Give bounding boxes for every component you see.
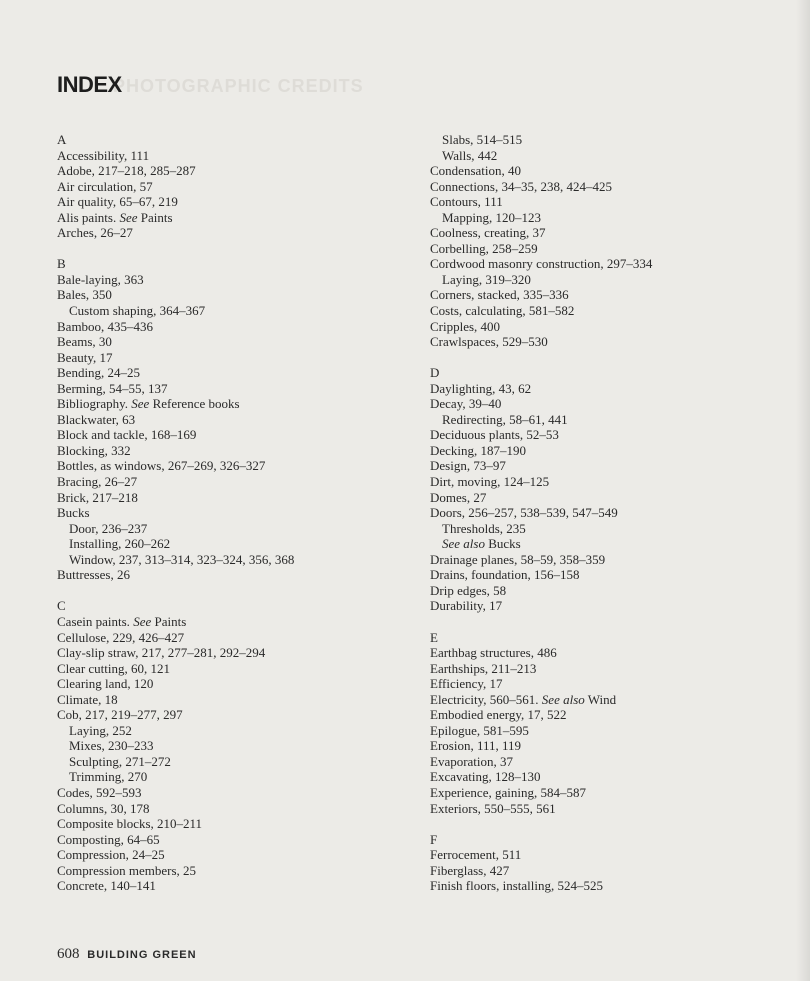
index-entry [430, 754, 790, 770]
page-footer [57, 946, 197, 963]
entry-text: Fiberglass, 427 [430, 862, 510, 878]
index-entry [430, 474, 790, 490]
entry-text: Earthships, 211–213 [430, 660, 537, 676]
entry-text: Condensation, 40 [430, 163, 521, 179]
index-entry [57, 163, 417, 179]
index-entry [430, 396, 790, 412]
index-entry [430, 241, 790, 257]
index-subentry [57, 769, 417, 785]
index-entry [430, 583, 790, 599]
index-entry [430, 303, 790, 319]
entry-text: Experience, gaining, 584–587 [430, 784, 586, 800]
index-entry [57, 350, 417, 366]
index-entry [430, 458, 790, 474]
section-gap [57, 583, 417, 599]
see-reference: See also [442, 536, 485, 552]
entry-text: Design, 73–97 [430, 458, 506, 474]
entry-text: Cripples, 400 [430, 318, 501, 334]
index-entry [57, 832, 417, 848]
entry-text: Durability, 17 [430, 598, 503, 614]
index-entry [57, 179, 417, 195]
index-entry [430, 427, 790, 443]
index-subentry [430, 272, 790, 288]
index-entry [57, 847, 417, 863]
index-entry [57, 490, 417, 506]
index-entry [57, 614, 417, 630]
index-entry [430, 334, 790, 350]
see-target: Reference books [149, 396, 240, 412]
index-entry [57, 630, 417, 646]
index-entry [430, 645, 790, 661]
entry-text: Bibliography. [57, 396, 132, 412]
section-gap [57, 241, 417, 257]
index-entry [57, 458, 417, 474]
entry-text: Embodied energy, 17, 522 [430, 707, 567, 723]
see-target: Paints [137, 209, 173, 225]
entry-text: Compression, 24–25 [57, 847, 165, 863]
entry-text: Door, 236–237 [69, 520, 148, 536]
entry-text: Berming, 54–55, 137 [57, 380, 168, 396]
entry-text: Decking, 187–190 [430, 442, 527, 458]
page-number: 608 [57, 946, 80, 962]
index-subentry [430, 210, 790, 226]
entry-text: Composting, 64–65 [57, 831, 160, 847]
entry-text: Efficiency, 17 [430, 676, 503, 692]
book-title: BUILDING GREEN [87, 949, 197, 961]
index-subentry [57, 536, 417, 552]
index-subentry [57, 552, 417, 568]
index-entry [57, 567, 417, 583]
index-entry [430, 552, 790, 568]
entry-text: Drip edges, 58 [430, 582, 507, 598]
index-entry [430, 801, 790, 817]
index-entry [57, 801, 417, 817]
section-gap [430, 816, 790, 832]
entry-text: Bracing, 26–27 [57, 474, 138, 490]
entry-text: Domes, 27 [430, 489, 487, 505]
index-entry [57, 443, 417, 459]
index-entry [57, 676, 417, 692]
entry-text: Excavating, 128–130 [430, 769, 541, 785]
index-entry [57, 816, 417, 832]
see-reference: See [131, 396, 150, 412]
entry-text: Costs, calculating, 581–582 [430, 303, 575, 319]
index-entry [57, 707, 417, 723]
section-letter [57, 256, 417, 272]
index-entry [57, 692, 417, 708]
entry-text: Doors, 256–257, 538–539, 547–549 [430, 505, 618, 521]
index-entry [430, 707, 790, 723]
entry-text: Laying, 252 [69, 722, 132, 738]
entry-text: Climate, 18 [57, 691, 118, 707]
index-column-right [430, 132, 790, 894]
section-gap [430, 614, 790, 630]
see-reference: See also [541, 691, 585, 707]
entry-text: Exteriors, 550–555, 561 [430, 800, 556, 816]
index-entry [57, 505, 417, 521]
section-gap [430, 350, 790, 366]
index-entry [57, 225, 417, 241]
section-letter [430, 630, 790, 646]
entry-text: Composite blocks, 210–211 [57, 816, 203, 832]
index-entry [430, 225, 790, 241]
index-entry [430, 287, 790, 303]
see-target: Paints [151, 613, 187, 629]
faded-heading: PHOTOGRAPHIC CREDITS [113, 76, 364, 96]
see-reference: See [133, 613, 152, 629]
index-entry [430, 179, 790, 195]
index-entry [430, 785, 790, 801]
index-subentry [430, 521, 790, 537]
index-subentry [430, 412, 790, 428]
entry-text: Bottles, as windows, 267–269, 326–327 [57, 458, 266, 474]
index-entry [430, 738, 790, 754]
entry-text: Custom shaping, 364–367 [69, 303, 206, 319]
index-entry [430, 692, 790, 708]
entry-text: Bales, 350 [57, 287, 112, 303]
entry-text: Dirt, moving, 124–125 [430, 474, 550, 490]
index-subentry [57, 754, 417, 770]
index-entry [57, 878, 417, 894]
entry-text: Deciduous plants, 52–53 [430, 427, 559, 443]
entry-text: Arches, 26–27 [57, 225, 133, 241]
index-entry [430, 598, 790, 614]
entry-text: Walls, 442 [442, 147, 498, 163]
entry-text: Daylighting, 43, 62 [430, 380, 532, 396]
entry-text: Drainage planes, 58–59, 358–359 [430, 551, 606, 567]
entry-text: Epilogue, 581–595 [430, 722, 529, 738]
entry-text: Crawlspaces, 529–530 [430, 334, 548, 350]
entry-text: Block and tackle, 168–169 [57, 427, 197, 443]
entry-text: Electricity, 560–561. [430, 691, 542, 707]
entry-text: Concrete, 140–141 [57, 878, 156, 894]
entry-text: Cellulose, 229, 426–427 [57, 629, 185, 645]
entry-text: Sculpting, 271–272 [69, 753, 171, 769]
index-entry [57, 785, 417, 801]
index-entry [430, 661, 790, 677]
index-entry [430, 194, 790, 210]
entry-text: Evaporation, 37 [430, 753, 514, 769]
entry-text: Earthbag structures, 486 [430, 645, 557, 661]
entry-text: Blocking, 332 [57, 442, 131, 458]
entry-text: Clearing land, 120 [57, 676, 154, 692]
entry-text: Installing, 260–262 [69, 536, 171, 552]
entry-text: Accessibility, 111 [57, 147, 150, 163]
entry-text: Codes, 592–593 [57, 784, 142, 800]
see-target: Wind [584, 691, 617, 707]
page-title: INDEX [57, 72, 122, 97]
entry-text: Brick, 217–218 [57, 489, 138, 505]
entry-text: Air quality, 65–67, 219 [57, 194, 178, 210]
entry-text: D [430, 365, 440, 381]
index-entry [57, 148, 417, 164]
index-entry [430, 847, 790, 863]
index-entry [430, 256, 790, 272]
index-entry [57, 661, 417, 677]
entry-text: Bending, 24–25 [57, 365, 141, 381]
index-entry [430, 319, 790, 335]
index-entry [430, 490, 790, 506]
entry-text: Clear cutting, 60, 121 [57, 660, 171, 676]
entry-text: E [430, 629, 438, 645]
see-target: Bucks [484, 536, 521, 552]
entry-text: Contours, 111 [430, 194, 503, 210]
entry-text: Coolness, creating, 37 [430, 225, 546, 241]
entry-text: C [57, 598, 66, 614]
entry-text: Cob, 217, 219–277, 297 [57, 707, 183, 723]
index-entry [57, 287, 417, 303]
index-subentry [57, 738, 417, 754]
index-entry [57, 365, 417, 381]
index-entry [430, 863, 790, 879]
index-column-left [57, 132, 417, 894]
see-reference: See [119, 209, 138, 225]
index-entry [57, 381, 417, 397]
index-entry [430, 878, 790, 894]
index-entry [57, 396, 417, 412]
index-entry [57, 474, 417, 490]
index-entry [57, 863, 417, 879]
entry-text: F [430, 831, 438, 847]
entry-text: Bucks [57, 505, 90, 521]
index-entry [430, 505, 790, 521]
entry-text: Connections, 34–35, 238, 424–425 [430, 178, 612, 194]
index-subentry [430, 132, 790, 148]
entry-text: Trimming, 270 [69, 769, 148, 785]
entry-text: Adobe, 217–218, 285–287 [57, 163, 196, 179]
index-subentry [430, 148, 790, 164]
entry-text: Mapping, 120–123 [442, 209, 541, 225]
index-entry [430, 443, 790, 459]
entry-text: Air circulation, 57 [57, 178, 153, 194]
entry-text: Slabs, 514–515 [442, 132, 523, 147]
entry-text: Redirecting, 58–61, 441 [442, 411, 568, 427]
entry-text: Mixes, 230–233 [69, 738, 154, 754]
entry-text: Compression members, 25 [57, 862, 197, 878]
entry-text: Thresholds, 235 [442, 520, 526, 536]
section-letter [430, 832, 790, 848]
index-entry [430, 381, 790, 397]
index-entry [57, 334, 417, 350]
entry-text: Window, 237, 313–314, 323–324, 356, 368 [69, 551, 295, 567]
entry-text: B [57, 256, 66, 272]
entry-text: Ferrocement, 511 [430, 847, 522, 863]
entry-text: Beams, 30 [57, 334, 112, 350]
entry-text: Finish floors, installing, 524–525 [430, 878, 603, 894]
index-entry [57, 427, 417, 443]
entry-text: Drains, foundation, 156–158 [430, 567, 580, 583]
entry-text: Corbelling, 258–259 [430, 240, 538, 256]
index-entry [430, 163, 790, 179]
entry-text: Casein paints. [57, 613, 134, 629]
entry-text: Bamboo, 435–436 [57, 318, 154, 334]
index-entry [57, 210, 417, 226]
index-entry [430, 723, 790, 739]
entry-text: Decay, 39–40 [430, 396, 502, 412]
index-entry [430, 567, 790, 583]
entry-text: Alis paints. [57, 209, 120, 225]
index-entry [57, 272, 417, 288]
index-subentry [57, 723, 417, 739]
section-letter [430, 365, 790, 381]
entry-text: Bale-laying, 363 [57, 271, 144, 287]
entry-text: Corners, stacked, 335–336 [430, 287, 569, 303]
entry-text: Erosion, 111, 119 [430, 738, 521, 754]
index-entry [57, 412, 417, 428]
entry-text: Columns, 30, 178 [57, 800, 150, 816]
index-subentry [430, 536, 790, 552]
index-entry [430, 676, 790, 692]
entry-text: Beauty, 17 [57, 349, 113, 365]
index-subentry [57, 303, 417, 319]
page-edge-shadow [796, 0, 810, 981]
section-letter [57, 598, 417, 614]
entry-text: Laying, 319–320 [442, 271, 531, 287]
entry-text: Cordwood masonry construction, 297–334 [430, 256, 653, 272]
entry-text: Blackwater, 63 [57, 411, 136, 427]
index-entry [57, 194, 417, 210]
entry-text: Buttresses, 26 [57, 567, 130, 583]
index-entry [430, 769, 790, 785]
index-subentry [57, 521, 417, 537]
entry-text: A [57, 132, 67, 147]
index-entry [57, 319, 417, 335]
entry-text: Clay-slip straw, 217, 277–281, 292–294 [57, 645, 266, 661]
section-letter [57, 132, 417, 148]
index-entry [57, 645, 417, 661]
